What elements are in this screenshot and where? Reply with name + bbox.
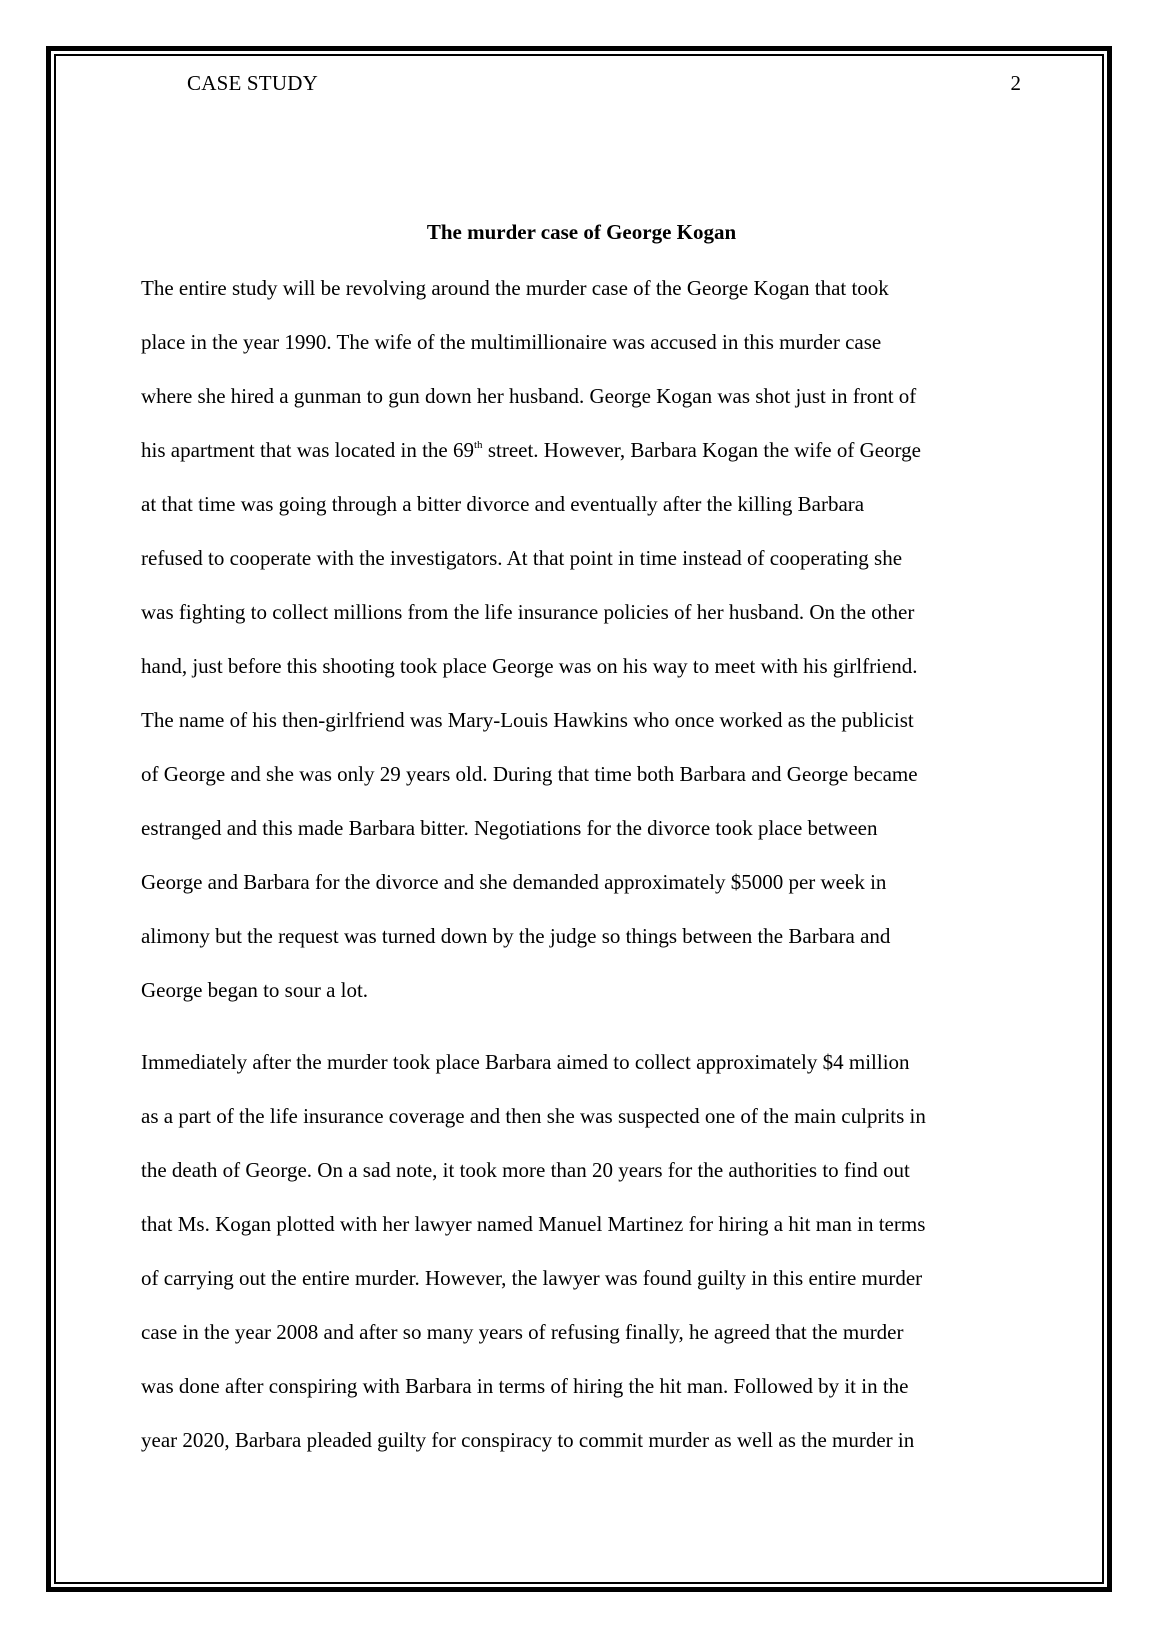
paragraph-line: Immediately after the murder took place Barbara aimed to collect approximately $4 million: [141, 1050, 910, 1074]
paragraph-line: estranged and this made Barbara bitter. Negotiations for the divorce took place between: [141, 816, 878, 840]
paragraph-line: alimony but the request was turned down by the judge so things between the Barbara and: [141, 924, 891, 948]
page-number: 2: [1010, 71, 1021, 95]
paragraph-line: refused to cooperate with the investigators. At that point in time instead of cooperating she: [141, 546, 903, 570]
document-title: The murder case of George Kogan: [426, 220, 737, 244]
paragraph-line: [141, 423, 1041, 477]
paragraph-line: place in the year 1990. The wife of the multimillionaire was accused in this murder case: [141, 330, 882, 354]
paragraph-line: George and Barbara for the divorce and she demanded approximately $5000 per week in: [141, 870, 887, 894]
paragraph-line: of carrying out the entire murder. However, the lawyer was found guilty in this entire murder: [141, 1266, 923, 1290]
paragraph-2: [141, 1035, 1041, 1467]
paragraph-line: at that time was going through a bitter divorce and eventually after the killing Barbara: [141, 492, 865, 516]
ordinal-superscript: th: [474, 439, 483, 451]
paragraph-line: was fighting to collect millions from the life insurance policies of her husband. On the other: [141, 600, 915, 624]
paragraph-line: of George and she was only 29 years old. During that time both Barbara and George became: [141, 762, 918, 786]
paragraph-line: year 2020, Barbara pleaded guilty for conspiracy to commit murder as well as the murder in: [141, 1428, 915, 1452]
line-text: street. However, Barbara Kogan the wife of George: [482, 438, 921, 462]
running-head: CASE STUDY: [187, 71, 318, 95]
paragraph-line: the death of George. On a sad note, it took more than 20 years for the authorities to find out: [141, 1158, 910, 1182]
paragraph-line: The entire study will be revolving around the murder case of the George Kogan that took: [141, 276, 889, 300]
paragraph-line: where she hired a gunman to gun down her husband. George Kogan was shot just in front of: [141, 384, 917, 408]
paragraph-line: George began to sour a lot.: [141, 978, 369, 1002]
line-text: his apartment that was located in the 69: [141, 438, 474, 462]
paragraph-line: case in the year 2008 and after so many years of refusing finally, he agreed that the murder: [141, 1320, 904, 1344]
paragraph-line: The name of his then-girlfriend was Mary-Louis Hawkins who once worked as the publicist: [141, 708, 914, 732]
paragraph-line: that Ms. Kogan plotted with her lawyer named Manuel Martinez for hiring a hit man in terms: [141, 1212, 926, 1236]
paragraph-line: hand, just before this shooting took place George was on his way to meet with his girlfriend.: [141, 654, 918, 678]
paragraph-line: was done after conspiring with Barbara in terms of hiring the hit man. Followed by it in the: [141, 1374, 909, 1398]
paragraph-line: as a part of the life insurance coverage and then she was suspected one of the main culprits in: [141, 1104, 926, 1128]
paragraph-1: [141, 261, 1041, 1017]
